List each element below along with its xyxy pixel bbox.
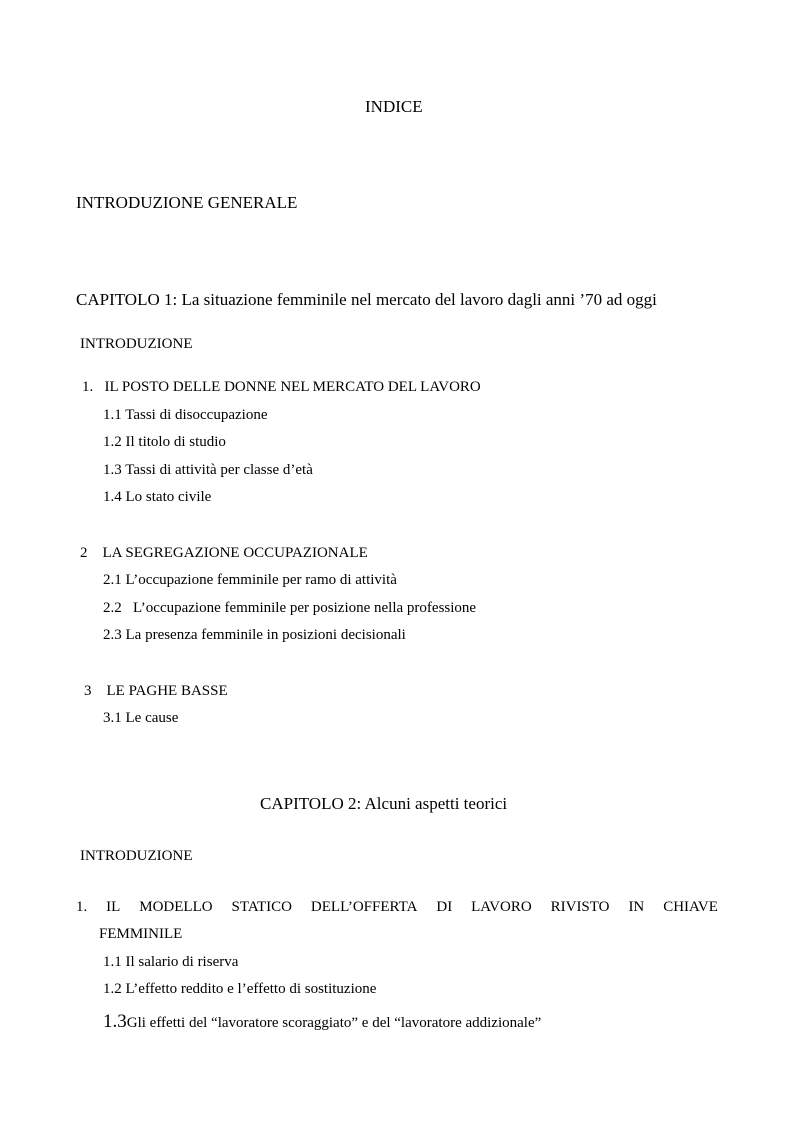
chapter-1-title: CAPITOLO 1: La situazione femminile nel mercato del lavoro dagli anni ’70 ad oggi [76, 290, 657, 309]
item-text: Gli effetti del “lavoratore scoraggiato” e del “lavoratore addizionale” [126, 1015, 542, 1031]
page-title: INDICE [365, 97, 423, 116]
chapter-2-section-1-title-line [76, 900, 718, 915]
chapter-2-intro: INTRODUZIONE [80, 848, 193, 864]
chapter-1-item-3-1: 3.1 Le cause [103, 710, 179, 726]
chapter-2-item-1-2: 1.2 L’effetto reddito e l’effetto di sostituzione [103, 981, 377, 997]
chapter-1-item-2-2: 2.2 L’occupazione femminile per posizione nella professione [103, 600, 477, 616]
word: MODELLO [139, 899, 213, 915]
chapter-1-item-2-1: 2.1 L’occupazione femminile per ramo di attività [103, 572, 397, 588]
word: DELL’OFFERTA [310, 899, 418, 915]
chapter-1-section-3-title: 3 LE PAGHE BASSE [84, 683, 228, 699]
word: STATICO [231, 899, 292, 915]
chapter-2-section-1-title-continuation: FEMMINILE [99, 926, 183, 942]
chapter-1-item-1-2: 1.2 Il titolo di studio [103, 434, 226, 450]
chapter-1-item-1-1: 1.1 Tassi di disoccupazione [103, 407, 268, 423]
word: CHIAVE [663, 899, 718, 915]
chapter-1-item-2-3: 2.3 La presenza femminile in posizioni decisionali [103, 627, 406, 643]
word: RIVISTO [550, 899, 610, 915]
chapter-2-item-1-1: 1.1 Il salario di riserva [103, 954, 239, 970]
word: IN [628, 899, 645, 915]
word: 1. [76, 899, 88, 915]
chapter-1-item-1-3: 1.3 Tassi di attività per classe d’età [103, 462, 313, 478]
chapter-1-section-2-title: 2 LA SEGREGAZIONE OCCUPAZIONALE [80, 545, 368, 561]
chapter-1-item-1-4: 1.4 Lo stato civile [103, 489, 212, 505]
chapter-2-title: CAPITOLO 2: Alcuni aspetti teorici [260, 794, 508, 813]
word: DI [436, 899, 453, 915]
intro-general-heading: INTRODUZIONE GENERALE [76, 193, 298, 212]
word: LAVORO [471, 899, 532, 915]
chapter-1-section-1-title: 1. IL POSTO DELLE DONNE NEL MERCATO DEL LAVORO [82, 379, 481, 395]
chapter-1-intro: INTRODUZIONE [80, 336, 193, 352]
word: IL [106, 899, 121, 915]
item-number: 1.3 [103, 1011, 127, 1032]
chapter-2-item-1-3 [103, 1012, 541, 1031]
